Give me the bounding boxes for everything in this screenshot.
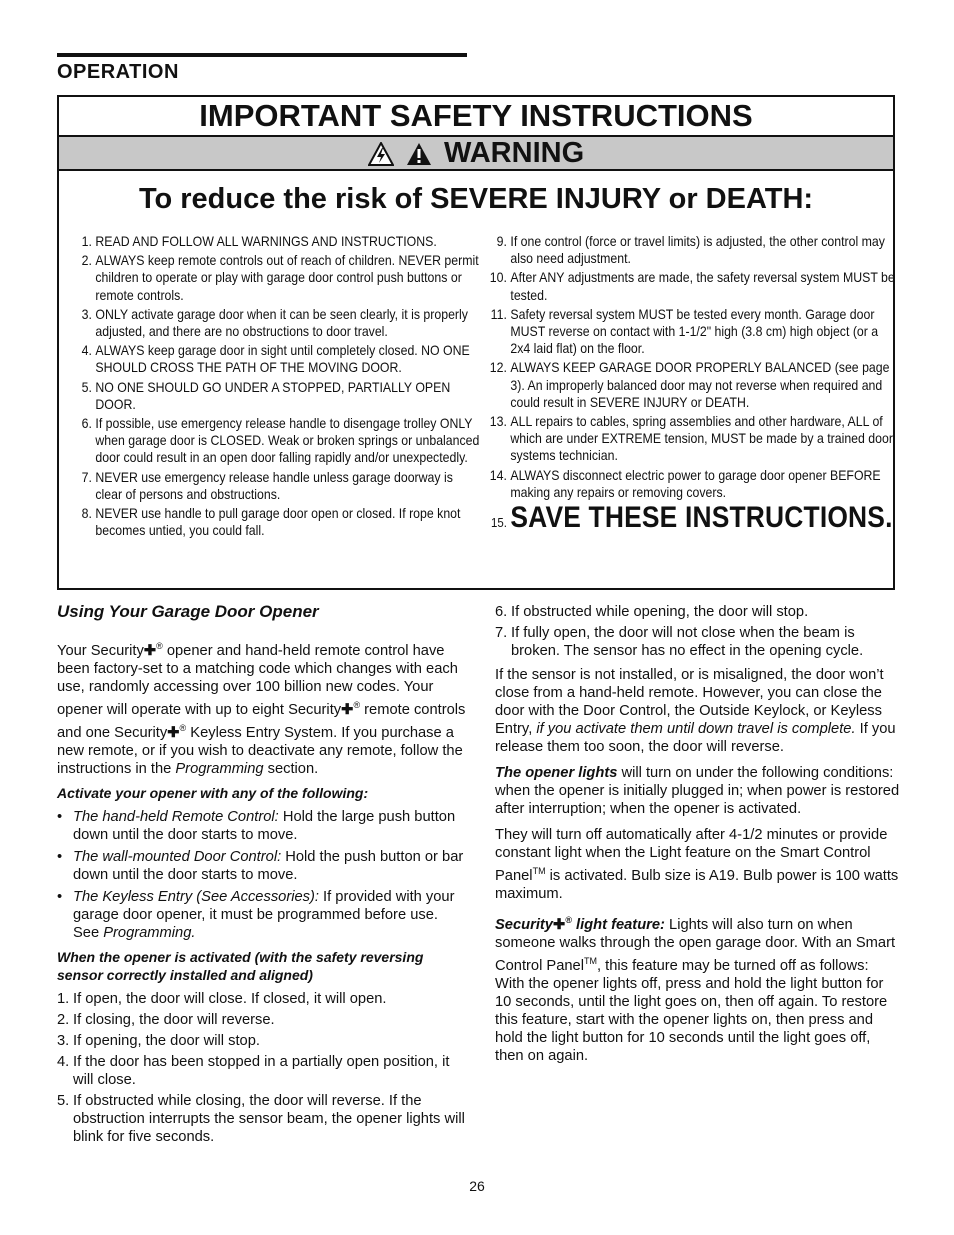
activation-steps	[57, 990, 467, 1146]
bullet-icon: •	[57, 808, 63, 825]
electric-warning-icon	[368, 142, 394, 166]
item-number: 10.	[489, 269, 507, 286]
bullet-item	[57, 808, 467, 844]
item-number: 8.	[81, 505, 92, 522]
bullet-icon: •	[57, 888, 63, 905]
list-item	[69, 505, 483, 539]
item-number: 1.	[57, 990, 70, 1007]
list-item	[484, 359, 898, 411]
item-text: Safety reversal system MUST be tested every month. Garage door MUST reverse on contact with 1-1/2" high (3.8 cm) high object (or a 2x4 laid flat) on the floor.	[510, 305, 879, 357]
item-text: NEVER use emergency release handle unless garage doorway is clear of persons and obstructions.	[95, 468, 453, 502]
item-text: ALWAYS keep remote controls out of reach of children. NEVER permit children to operate or play with garage door control push buttons or remote controls.	[95, 252, 479, 303]
item-number: 2.	[81, 252, 92, 269]
sensor-paragraph: If the sensor is not installed, or is misaligned, the door won’t close from a hand-held remote. However, you can close the door with the Door Control, the Outside Keylock, or Keyless Entry, if you activate them until down travel is complete. If you release them too soon, the door will reverse.	[495, 667, 896, 755]
item-text: If the door has been stopped in a partially open position, it will close.	[73, 1053, 450, 1088]
light-feature-paragraph: Security✚® light feature: Lights will also turn on when someone walks through the open garage door. With an Smart Control Panel™, this feature may be turned off as follows: With the opener lights off, press and hold the light button for 10 seconds, until the light goes on, then off again. To restore this feature, start with the opener lights on, then press and hold the light button for 10 seconds until the light goes off, then on again.	[495, 914, 896, 1064]
list-item	[495, 624, 900, 660]
item-number: 6.	[81, 415, 92, 432]
list-item	[484, 269, 898, 303]
list-item	[69, 415, 483, 467]
item-number: 4.	[81, 342, 92, 359]
item-number: 5.	[81, 378, 92, 395]
item-text: If obstructed while opening, the door will stop.	[511, 604, 809, 620]
item-number: 9.	[496, 233, 507, 249]
item-text: If closing, the door will reverse.	[73, 1011, 275, 1028]
list-item	[495, 603, 900, 621]
list-item	[484, 413, 898, 465]
section-title: OPERATION	[57, 61, 179, 83]
list-item	[484, 306, 898, 358]
bullet-text: The hand-held Remote Control: Hold the large push button down until the door starts to move.	[73, 808, 456, 843]
lights-off-paragraph: They will turn off automatically after 4-1/2 minutes or provide constant light when the Light feature on the Smart Control Panel™ is activated. Bulb size is A19. Bulb power is 100 watts maximum.	[495, 827, 899, 902]
list-item	[484, 467, 898, 501]
list-item	[57, 1011, 467, 1029]
left-column	[57, 603, 467, 1149]
box-title: IMPORTANT SAFETY INSTRUCTIONS	[59, 97, 893, 137]
item-text: ALWAYS disconnect electric power to garage door opener BEFORE making any repairs or removing covers.	[510, 466, 881, 500]
list-item	[69, 469, 483, 503]
lights-paragraph: The opener lights will turn on under the following conditions: when the opener is initially plugged in; when power is restored after interruption; when the opener is activated.	[495, 765, 900, 817]
item-number: 12.	[489, 359, 507, 376]
activation-steps-continued	[495, 603, 900, 660]
safety-list-left	[69, 233, 483, 541]
safety-list-right	[484, 233, 898, 535]
safety-subhead: To reduce the risk of SEVERE INJURY or DEATH:	[138, 183, 814, 215]
top-rule	[57, 53, 467, 57]
item-number: 7.	[495, 625, 508, 641]
section-heading: Using Your Garage Door Opener	[57, 602, 319, 621]
item-text: ALL repairs to cables, spring assemblies and other hardware, ALL of which are under EXTREME tension, MUST be made by a trained door systems technician.	[510, 413, 893, 464]
item-number: 7.	[81, 468, 92, 485]
item-text: If opening, the door will stop.	[73, 1032, 260, 1049]
item-text: ONLY activate garage door when it can be seen clearly, it is properly adjusted, and there are no obstructions to door travel.	[95, 305, 468, 340]
list-item	[484, 233, 898, 267]
list-item	[57, 1053, 467, 1089]
item-text: If open, the door will close. If closed, it will open.	[73, 990, 387, 1007]
save-number: 15.	[490, 515, 507, 531]
item-text: NO ONE SHOULD GO UNDER A STOPPED, PARTIALLY OPEN DOOR.	[95, 378, 451, 412]
right-column	[495, 603, 900, 1071]
bullet-text: The wall-mounted Door Control: Hold the push button or bar down until the door starts to move.	[73, 848, 464, 883]
bullet-text: The Keyless Entry (See Accessories): If provided with your garage door opener, it must be programmed before use. See Programming.	[73, 888, 455, 941]
item-number: 5.	[57, 1092, 70, 1109]
page-number: 26	[469, 1178, 485, 1194]
intro-paragraph: Your Security✚® opener and hand-held remote control have been factory-set to a matching code which changes with each use, randomly accessing over 100 billion new codes. Your opener will operate with up to eight Security✚® remote controls and one Security✚® Keyless Entry System. If you purchase a new remote, or if you wish to deactivate any remote, follow the instructions in the Programming section.	[57, 641, 466, 777]
item-number: 13.	[489, 413, 507, 430]
item-number: 4.	[57, 1053, 70, 1070]
item-number: 1.	[81, 233, 92, 249]
save-instructions	[484, 501, 898, 535]
item-number: 6.	[495, 604, 508, 620]
bullet-item	[57, 888, 467, 942]
activate-heading: Activate your opener with any of the following:	[57, 784, 369, 801]
bullet-icon: •	[57, 848, 63, 865]
item-text: ALWAYS KEEP GARAGE DOOR PROPERLY BALANCED (see page 3). An improperly balanced door may not reverse when required and could result in SEVERE INJURY or DEATH.	[510, 359, 890, 410]
list-item	[69, 306, 483, 340]
list-item	[57, 1092, 467, 1146]
item-text: NEVER use handle to pull garage door open or closed. If rope knot becomes untied, you could fall.	[95, 505, 461, 539]
list-item	[69, 342, 483, 376]
bullet-item	[57, 848, 467, 884]
item-text: If fully open, the door will not close when the beam is broken. The sensor has no effect in the opening cycle.	[511, 625, 864, 659]
item-text: ALWAYS keep garage door in sight until completely closed. NO ONE SHOULD CROSS THE PATH OF THE MOVING DOOR.	[95, 342, 470, 376]
list-item	[69, 379, 483, 413]
list-item	[69, 252, 483, 304]
when-heading: When the opener is activated (with the safety reversing sensor correctly installed and aligned)	[57, 948, 424, 983]
item-text: If one control (force or travel limits) is adjusted, the other control may also need adjustment.	[510, 233, 885, 267]
list-item	[57, 990, 467, 1008]
item-number: 2.	[57, 1011, 70, 1028]
warning-band	[59, 137, 893, 171]
safety-box	[57, 95, 895, 590]
list-item	[57, 1032, 467, 1050]
activate-bullets	[57, 808, 467, 942]
item-number: 14.	[489, 466, 507, 483]
item-number: 3.	[57, 1032, 70, 1049]
warning-triangle-icon	[406, 142, 432, 166]
item-text: If possible, use emergency release handle to disengage trolley ONLY when garage door is CLOSED. Weak or broken springs or unbalanced door could result in an open door falling rapidly and/or unexpectedly.	[95, 415, 480, 466]
item-number: 11.	[490, 305, 507, 322]
item-number: 3.	[81, 305, 92, 322]
item-text: If obstructed while closing, the door will reverse. If the obstruction interrupts the sensor beam, the opener lights will blink for five seconds.	[73, 1092, 465, 1145]
item-text: After ANY adjustments are made, the safety reversal system MUST be tested.	[510, 269, 895, 303]
save-text: SAVE THESE INSTRUCTIONS.	[510, 501, 893, 535]
list-item	[69, 233, 483, 250]
warning-label: WARNING	[443, 137, 585, 169]
item-text: READ AND FOLLOW ALL WARNINGS AND INSTRUCTIONS.	[95, 233, 437, 249]
